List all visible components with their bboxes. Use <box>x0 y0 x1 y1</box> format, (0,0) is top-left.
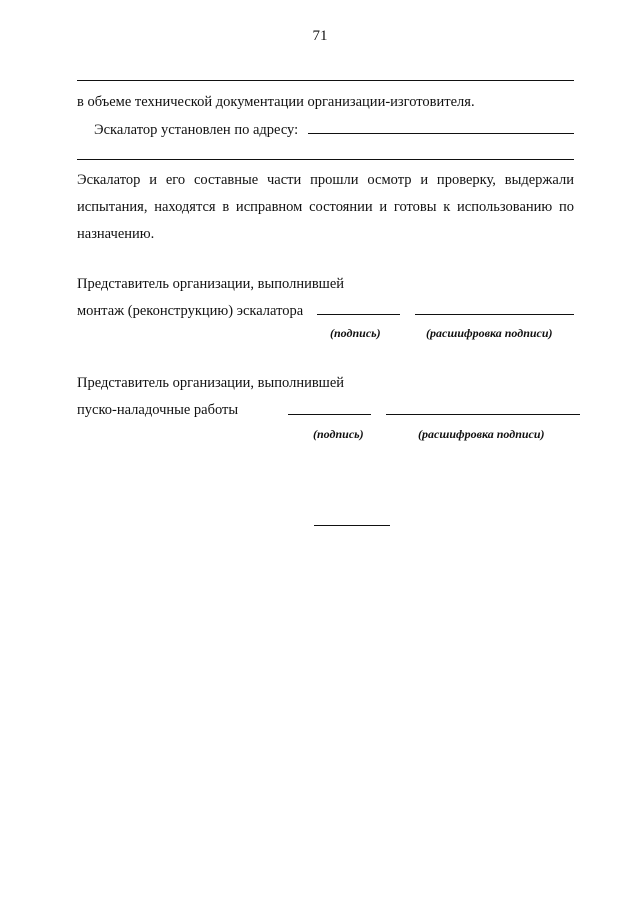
installer-decoding-caption: (расшифровка подписи) <box>426 326 553 340</box>
installer-decoding-line <box>415 314 574 315</box>
installer-work-label: монтаж (реконструкцию) эскалатора <box>77 303 304 319</box>
commissioning-work-label: пуско-наладочные работы <box>77 402 239 418</box>
address-blank-line <box>308 133 574 134</box>
statement-line-2: испытания, находятся в исправном состоянии и готовы к использованию по <box>77 199 574 215</box>
closing-separator <box>314 525 390 526</box>
commissioning-decoding-caption: (расшифровка подписи) <box>418 427 545 441</box>
commissioning-representative-label: Представитель организации, выполнившей <box>77 375 345 391</box>
commissioning-decoding-line <box>386 414 580 415</box>
documentation-line: в объеме технической документации организации-изготовителя. <box>77 94 475 110</box>
address-label: Эскалатор установлен по адресу: <box>94 122 299 138</box>
installer-signature-line <box>317 314 400 315</box>
page-number: 71 <box>312 28 328 44</box>
commissioning-signature-line <box>288 414 371 415</box>
statement-line-3: назначению. <box>77 226 155 242</box>
installer-signature-caption: (подпись) <box>330 326 381 340</box>
top-blank-line <box>77 80 574 81</box>
address-continuation-line <box>77 159 574 160</box>
commissioning-signature-caption: (подпись) <box>313 427 364 441</box>
statement-line-1: Эскалатор и его составные части прошли осмотр и проверку, выдержали <box>77 172 574 188</box>
installer-representative-label: Представитель организации, выполнившей <box>77 276 345 292</box>
